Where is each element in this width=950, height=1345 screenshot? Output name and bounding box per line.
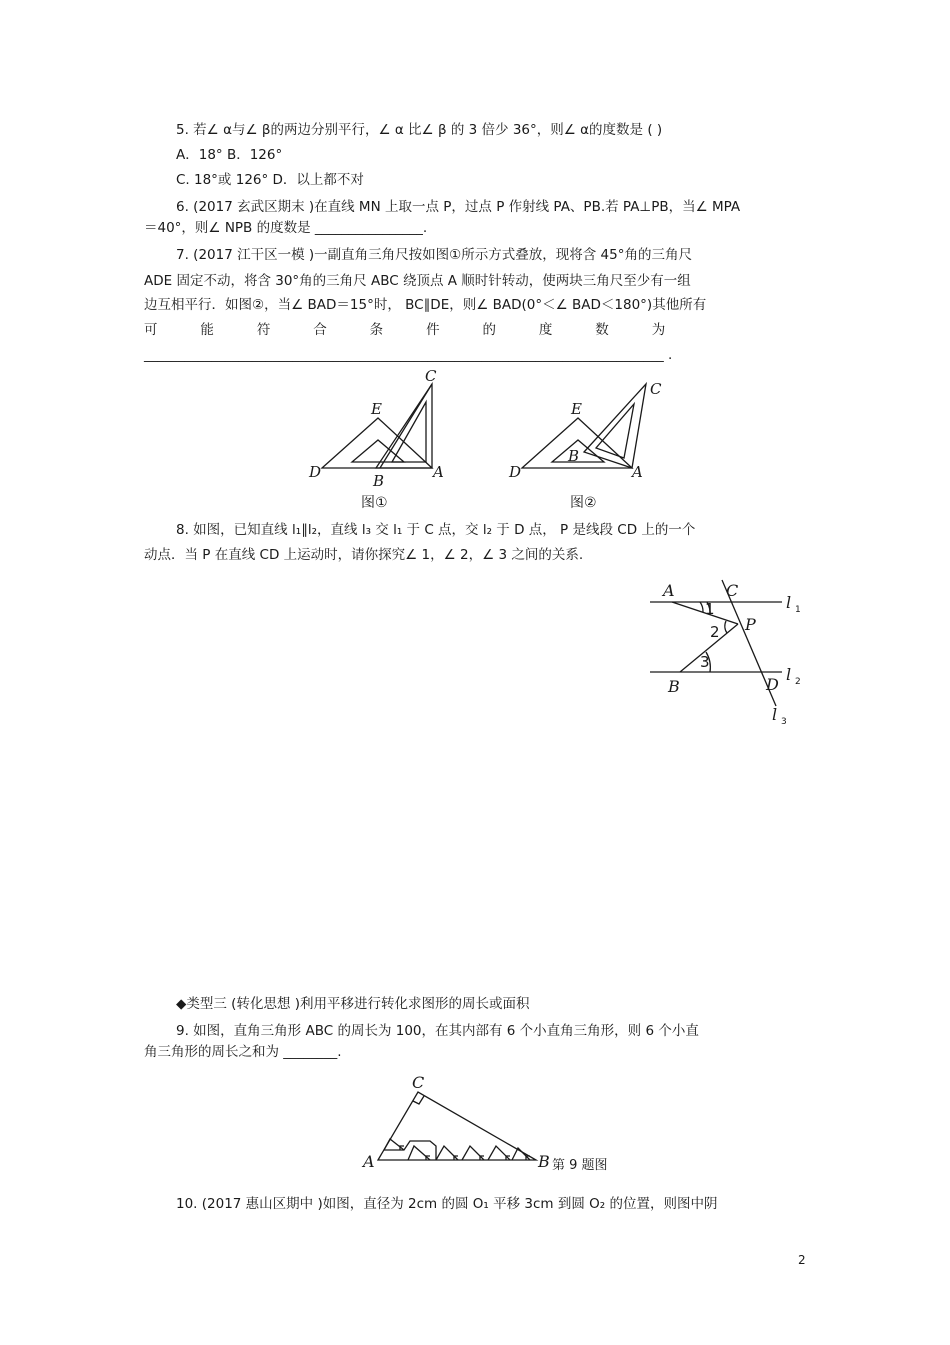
label-c-9: C — [412, 1073, 425, 1092]
figure-q7-2 — [522, 384, 646, 468]
q10-stem: 10. (2017 惠山区期中 )如图，直径为 2cm 的圆 O₁ 平移 3cm 到圆 O₂ 的位置，则图中阴 — [176, 1196, 718, 1212]
right-angle-c — [413, 1096, 424, 1104]
triangle-abc-rotated-inner — [596, 404, 634, 458]
q5-options-cd: C. 18°或 126° D．以上都不对 — [176, 172, 364, 188]
q6-stem: 6. (2017 玄武区期末 )在直线 MN 上取一点 P，过点 P 作射线 PA、PB.若 PA⊥PB，当∠ MPA — [176, 199, 741, 215]
q7-stem-2: ADE 固定不动，将含 30°角的三角尺 ABC 绕顶点 A 顺时针转动，使两块三角尺至少有一组 — [144, 273, 691, 289]
label-l3-sub: 3 — [781, 717, 787, 727]
caption-fig2: 图② — [570, 495, 597, 511]
figure-q7-1 — [322, 384, 432, 468]
angle-1-arc — [700, 602, 703, 612]
label-l2: l — [786, 665, 792, 684]
label-l3: l — [772, 705, 778, 724]
triangle-ade-inner — [352, 440, 404, 462]
label-angle-2: 2 — [710, 623, 720, 641]
label-angle-3: 3 — [700, 653, 710, 671]
q7-stem: 7. (2017 江干区一模 )一副直角三角尺按如图①所示方式叠放，现将含 45°角的三角尺 — [176, 247, 692, 263]
label-b-1: B — [373, 472, 385, 490]
staircase — [384, 1141, 436, 1160]
label-b-9: B — [538, 1152, 550, 1171]
label-c: C — [726, 581, 739, 600]
label-e-1: E — [371, 400, 382, 418]
label-b: B — [668, 677, 680, 696]
segment-bp — [680, 624, 738, 672]
label-c-1: C — [425, 367, 437, 385]
label-a-9: A — [363, 1152, 375, 1171]
label-b-2: B — [568, 447, 580, 465]
triangle-abc-rotated — [584, 384, 646, 468]
label-p: P — [745, 615, 756, 634]
q9-stem: 9. 如图，直角三角形 ABC 的周长为 100，在其内部有 6 个小直角三角形，则 6 个小直 — [176, 1023, 699, 1039]
label-c-2: C — [650, 380, 662, 398]
small-right-angles — [400, 1146, 530, 1160]
label-d-2: D — [509, 463, 522, 481]
triangle-abc-inner — [392, 402, 426, 462]
label-a-2: A — [632, 463, 643, 481]
small-triangles — [384, 1139, 530, 1160]
q6-stem-cont: ＝40°，则∠ NPB 的度数是 ________________. — [144, 220, 428, 236]
label-d-1: D — [309, 463, 322, 481]
triangle-ade-inner-2 — [552, 440, 604, 462]
label-d: D — [766, 675, 779, 694]
label-angle-1: 1 — [705, 600, 715, 618]
hypotenuse-bc — [380, 384, 432, 468]
q5-options-ab: A．18° B．126° — [176, 147, 283, 163]
label-e-2: E — [571, 400, 582, 418]
q5-stem: 5. 若∠ α与∠ β的两边分别平行，∠ α 比∠ β 的 3 倍少 36°，则∠ α的度数是 ( ) — [176, 122, 663, 138]
segment-ap — [672, 602, 738, 624]
triangle-abc-outer — [376, 384, 432, 468]
label-a: A — [663, 581, 675, 600]
caption-fig9: 第 9 题图 — [552, 1158, 608, 1173]
triangle-abc — [378, 1092, 536, 1160]
page-number: 2 — [798, 1253, 806, 1267]
q7-stem-4: 可 能 符 合 条 件 的 度 数 为 — [144, 322, 666, 338]
q9-stem-cont: 角三角形的周长之和为 ________. — [144, 1044, 342, 1060]
label-l1-sub: 1 — [795, 605, 801, 615]
q8-stem-cont: 动点．当 P 在直线 CD 上运动时，请你探究∠ 1，∠ 2，∠ 3 之间的关系. — [144, 547, 584, 563]
label-a-1: A — [433, 463, 444, 481]
angle-2-arc — [725, 621, 727, 633]
angle-1-arc-2 — [707, 602, 710, 615]
triangle-ade-outer — [322, 418, 432, 468]
label-l2-sub: 2 — [795, 677, 801, 687]
angle-3-arc — [706, 652, 710, 672]
caption-fig1: 图① — [361, 495, 388, 511]
type3-heading: ◆类型三 (转化思想 )利用平移进行转化求图形的周长或面积 — [176, 996, 530, 1012]
q7-stem-3: 边互相平行．如图②，当∠ BAD＝15°时， BC∥DE，则∠ BAD(0°＜∠ BAD＜180°)其他所有 — [144, 297, 707, 313]
triangle-ade-outer-2 — [522, 418, 632, 468]
q7-answer-blank: _____________________________________________________________________________ . — [144, 347, 673, 363]
q8-stem: 8. 如图，已知直线 l₁∥l₂，直线 l₃ 交 l₁ 于 C 点，交 l₂ 于 D 点， P 是线段 CD 上的一个 — [176, 522, 696, 538]
label-l1: l — [786, 593, 792, 612]
line-l3 — [722, 580, 776, 706]
